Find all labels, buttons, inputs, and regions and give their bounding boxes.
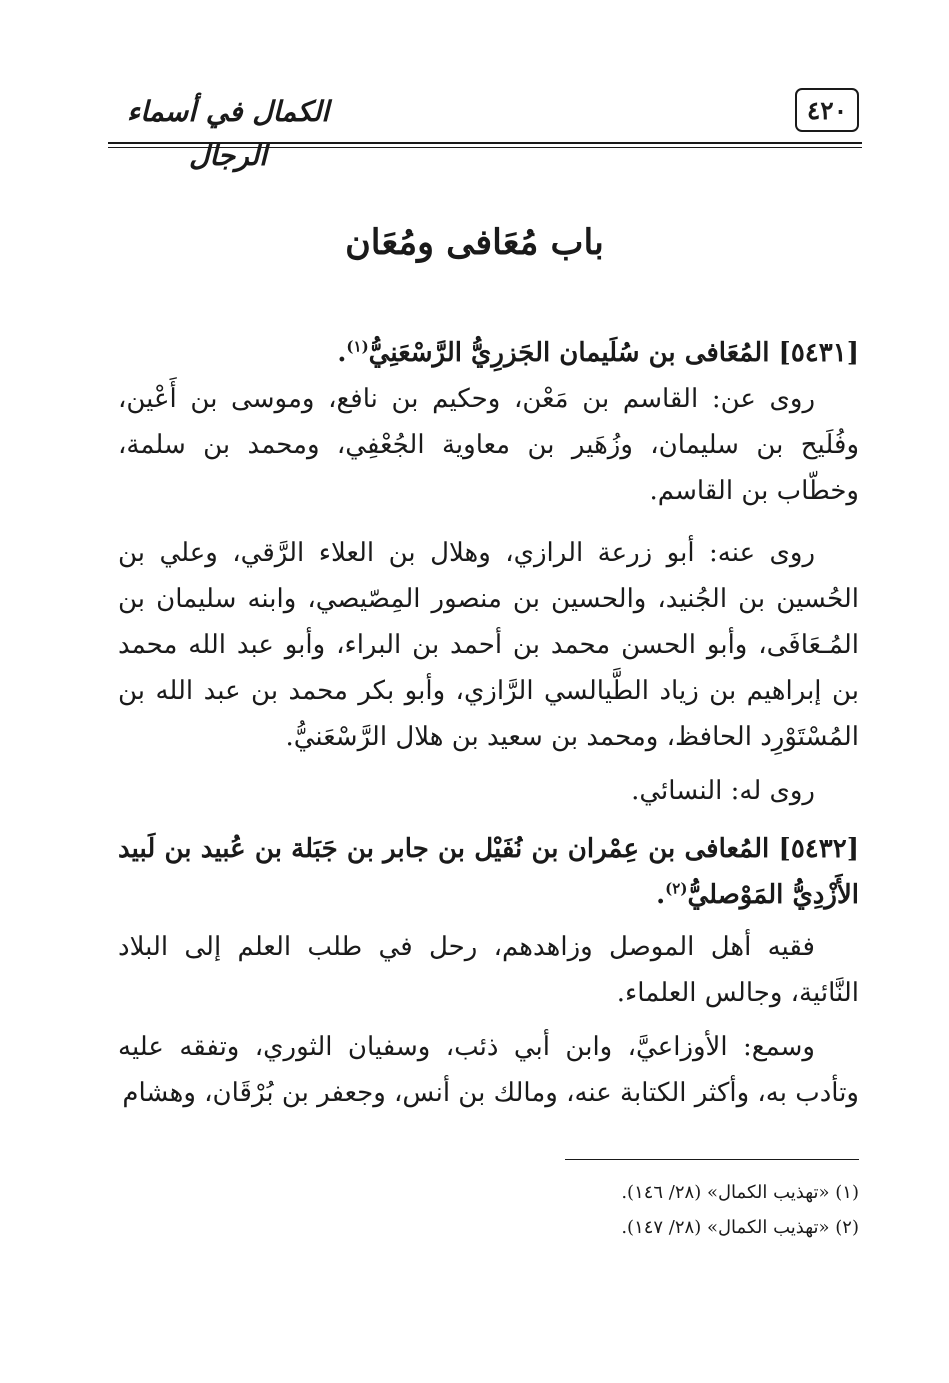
footnote-2: (٢) «تهذيب الكمال» (٢٨/ ١٤٧). <box>621 1217 859 1238</box>
footnote-ref: (٢) <box>665 879 688 898</box>
entry-5431-heading: [٥٤٣١] المُعَافى بن سُلَيمان الجَزرِيُّ الرَّسْعَنِيُّ$^{(١)}$. <box>337 337 859 368</box>
header-rule <box>108 142 862 144</box>
entry-number: [٥٤٣٢] <box>778 834 859 864</box>
footnote-1: (١) «تهذيب الكمال» (٢٨/ ١٤٦). <box>621 1182 859 1203</box>
entry-5432-heard-from: وسمع: الأوزاعيَّ، وابن أبي ذئب، وسفيان الثوري، وتفقه عليه وتأدب به، وأكثر الكتابة عنه، ومالك بن أنس، وجعفر بن بُرْقَان، وهشام <box>118 1032 859 1108</box>
entry-name: المُعافى بن عِمْران بن نُفَيْل بن جابر بن جَبَلة بن عُبيد بن لَبيد الأَزْدِيُّ المَوْصليُّ <box>118 834 859 910</box>
header-rule-thin <box>108 147 862 148</box>
running-title: الكمال في أسماء الرجال <box>126 95 330 172</box>
entry-number: [٥٤٣١] <box>778 338 859 368</box>
entry-5432-heading: [٥٤٣٢] المُعافى بن عِمْران بن نُفَيْل بن جابر بن جَبَلة بن عُبيد بن لَبيد الأَزْدِيُّ المَوْصليُّ$^{(٢)}$. <box>118 834 859 910</box>
entry-5431-narrated-for: روى له: النسائي. <box>631 776 815 806</box>
page-number: ٤٢٠ <box>795 88 859 132</box>
entry-5431-narrated-by: روى عنه: أبو زرعة الرازي، وهلال بن العلاء الرَّقي، وعلي بن الحُسين بن الجُنيد، والحسين بن منصور المِصّيصي، وابنه سليمان بن المُـعَافَى، وأبو الحسن محمد بن أحمد بن البراء، وأبو عبد الله محمد بن إبراهيم بن زياد الطَّيالسي الرَّازي، وأبو بكر محمد بن عبد الله بن المُسْتَوْرِد الحافظ، ومحمد بن سعيد بن هلال الرَّسْعَنيُّ. <box>118 538 859 752</box>
footnote-ref: (١) <box>346 337 369 356</box>
entry-5431-narrated-from: روى عن: القاسم بن مَعْن، وحكيم بن نافع، وموسى بن أَعْين، وفُلَيح بن سليمان، وزُهَير بن معاوية الجُعْفِي، ومحمد بن سلمة، وخطّاب بن القاسم. <box>118 384 859 506</box>
footnote-separator <box>565 1159 859 1160</box>
chapter-title: باب مُعَافى ومُعَان <box>345 222 604 263</box>
entry-5432-bio: فقيه أهل الموصل وزاهدهم، رحل في طلب العلم إلى البلاد النَّائية، وجالس العلماء. <box>118 932 859 1008</box>
entry-name: المُعَافى بن سُلَيمان الجَزرِيُّ الرَّسْعَنِيُّ <box>368 338 770 368</box>
